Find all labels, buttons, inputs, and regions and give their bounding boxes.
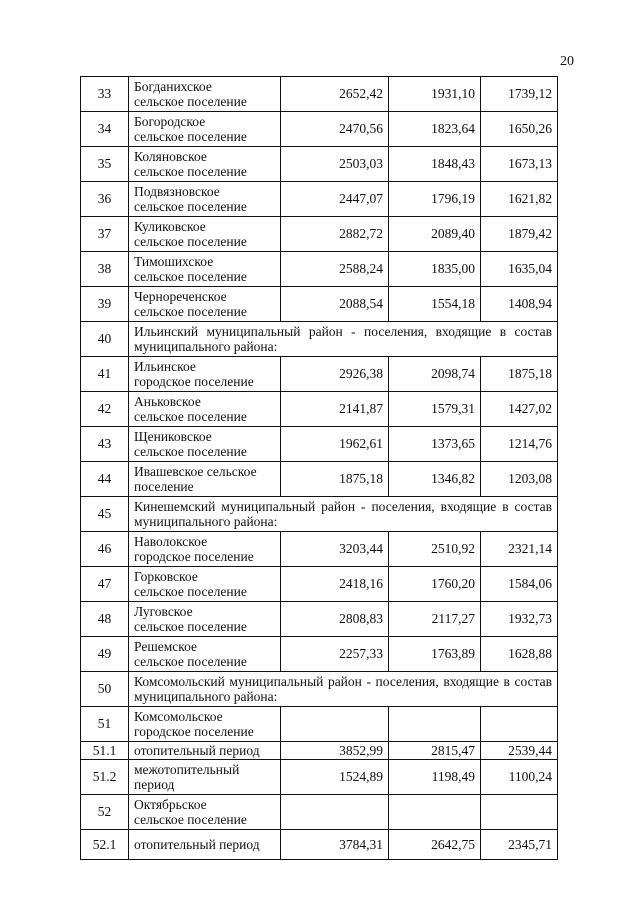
table-row <box>81 252 558 287</box>
settlement-name-line: Подвязновское <box>134 184 220 199</box>
settlement-name <box>129 637 281 672</box>
section-heading: Ильинский муниципальный район - поселения, входящие в состав муниципального района: <box>129 322 558 357</box>
table-row <box>81 707 558 742</box>
value-cell-3: 1621,82 <box>481 182 558 217</box>
settlement-name <box>129 567 281 602</box>
value-cell-2: 1796,19 <box>389 182 481 217</box>
table-row <box>81 287 558 322</box>
settlement-name-line: Октябрьское <box>134 797 207 812</box>
table-row <box>81 427 558 462</box>
value-cell-1: 2808,83 <box>281 602 389 637</box>
value-cell-2: 1760,20 <box>389 567 481 602</box>
settlement-name <box>129 357 281 392</box>
table-row <box>81 497 558 532</box>
settlement-name-line: Богородское <box>134 114 206 129</box>
row-number: 47 <box>81 567 129 602</box>
value-cell-2: 1763,89 <box>389 637 481 672</box>
settlement-name-line: сельское поселение <box>134 409 247 424</box>
settlement-name-line: городское поселение <box>134 724 254 739</box>
settlement-name-line: поселение <box>134 479 194 494</box>
row-number: 52 <box>81 795 129 830</box>
settlement-name-line: городское поселение <box>134 549 254 564</box>
settlement-name-line: сельское поселение <box>134 584 247 599</box>
value-cell-2 <box>389 707 481 742</box>
settlement-name <box>129 252 281 287</box>
value-cell-3: 1635,04 <box>481 252 558 287</box>
value-cell-2: 1554,18 <box>389 287 481 322</box>
value-cell-2: 1373,65 <box>389 427 481 462</box>
value-cell-1 <box>281 707 389 742</box>
settlement-name <box>129 742 281 760</box>
row-number: 43 <box>81 427 129 462</box>
value-cell-1: 1875,18 <box>281 462 389 497</box>
settlement-name-line: сельское поселение <box>134 234 247 249</box>
settlement-name <box>129 462 281 497</box>
row-number: 39 <box>81 287 129 322</box>
settlement-name-line: Щениковское <box>134 429 212 444</box>
row-number: 34 <box>81 112 129 147</box>
settlement-name-line: сельское поселение <box>134 812 247 827</box>
value-cell-1: 1962,61 <box>281 427 389 462</box>
value-cell-1: 2447,07 <box>281 182 389 217</box>
settlement-name <box>129 112 281 147</box>
row-number: 51.2 <box>81 760 129 795</box>
value-cell-3: 1408,94 <box>481 287 558 322</box>
section-heading: Кинешемский муниципальный район - поселения, входящие в состав муниципального района: <box>129 497 558 532</box>
value-cell-2: 1931,10 <box>389 77 481 112</box>
value-cell-1: 2926,38 <box>281 357 389 392</box>
value-cell-3: 1879,42 <box>481 217 558 252</box>
table-row <box>81 462 558 497</box>
table-row <box>81 742 558 760</box>
value-cell-3: 1673,13 <box>481 147 558 182</box>
settlement-name-line: сельское поселение <box>134 129 247 144</box>
value-cell-1: 2141,87 <box>281 392 389 427</box>
settlement-name <box>129 392 281 427</box>
table-row <box>81 147 558 182</box>
settlement-name <box>129 217 281 252</box>
value-cell-3: 1203,08 <box>481 462 558 497</box>
settlement-name <box>129 427 281 462</box>
settlement-name-line: отопительный период <box>134 743 260 758</box>
value-cell-1: 2882,72 <box>281 217 389 252</box>
value-cell-2: 2089,40 <box>389 217 481 252</box>
row-number: 33 <box>81 77 129 112</box>
table-row <box>81 830 558 860</box>
value-cell-3: 2345,71 <box>481 830 558 860</box>
table-row <box>81 602 558 637</box>
value-cell-3: 2539,44 <box>481 742 558 760</box>
table-row <box>81 217 558 252</box>
row-number: 38 <box>81 252 129 287</box>
settlement-name-line: городское поселение <box>134 374 254 389</box>
settlement-name <box>129 182 281 217</box>
settlement-name <box>129 147 281 182</box>
settlement-name-line: Ильинское <box>134 359 196 374</box>
value-cell-1: 3203,44 <box>281 532 389 567</box>
row-number: 45 <box>81 497 129 532</box>
settlement-name-line: Коляновское <box>134 149 207 164</box>
settlement-name <box>129 830 281 860</box>
value-cell-3: 1932,73 <box>481 602 558 637</box>
settlement-name <box>129 287 281 322</box>
value-cell-1 <box>281 795 389 830</box>
settlement-name-line: Аньковское <box>134 394 201 409</box>
settlement-name-line: Решемское <box>134 639 198 654</box>
settlement-name <box>129 760 281 795</box>
value-cell-1: 2652,42 <box>281 77 389 112</box>
value-cell-3: 2321,14 <box>481 532 558 567</box>
page-number: 20 <box>560 54 574 69</box>
value-cell-2: 2510,92 <box>389 532 481 567</box>
value-cell-1: 2470,56 <box>281 112 389 147</box>
value-cell-2: 2117,27 <box>389 602 481 637</box>
value-cell-2: 1346,82 <box>389 462 481 497</box>
value-cell-2: 1823,64 <box>389 112 481 147</box>
value-cell-3 <box>481 795 558 830</box>
settlement-name-line: сельское поселение <box>134 94 247 109</box>
value-cell-2: 2642,75 <box>389 830 481 860</box>
value-cell-2: 2815,47 <box>389 742 481 760</box>
value-cell-1: 2588,24 <box>281 252 389 287</box>
value-cell-3 <box>481 707 558 742</box>
row-number: 40 <box>81 322 129 357</box>
settlement-name-line: Куликовское <box>134 219 206 234</box>
table-row <box>81 795 558 830</box>
value-cell-1: 2418,16 <box>281 567 389 602</box>
settlement-name-line: Луговское <box>134 604 193 619</box>
settlement-name-line: Богданихское <box>134 79 212 94</box>
value-cell-2: 1835,00 <box>389 252 481 287</box>
value-cell-2: 1579,31 <box>389 392 481 427</box>
value-cell-3: 1214,76 <box>481 427 558 462</box>
settlement-name-line: сельское поселение <box>134 164 247 179</box>
row-number: 36 <box>81 182 129 217</box>
value-cell-1: 2503,03 <box>281 147 389 182</box>
row-number: 52.1 <box>81 830 129 860</box>
row-number: 49 <box>81 637 129 672</box>
value-cell-2: 1198,49 <box>389 760 481 795</box>
settlement-name-line: Горковское <box>134 569 198 584</box>
settlement-name-line: Чернореченское <box>134 289 227 304</box>
table-row <box>81 672 558 707</box>
value-cell-2: 1848,43 <box>389 147 481 182</box>
row-number: 46 <box>81 532 129 567</box>
settlement-name-line: отопительный период <box>134 837 260 852</box>
settlement-name-line: Ивашевское сельское <box>134 464 257 479</box>
settlement-name-line: сельское поселение <box>134 269 247 284</box>
settlement-name-line: сельское поселение <box>134 304 247 319</box>
settlement-name <box>129 602 281 637</box>
settlement-name-line: сельское поселение <box>134 619 247 634</box>
section-heading: Комсомольский муниципальный район - поселения, входящие в состав муниципального района: <box>129 672 558 707</box>
table-row <box>81 567 558 602</box>
value-cell-3: 1739,12 <box>481 77 558 112</box>
value-cell-1: 2088,54 <box>281 287 389 322</box>
table-row <box>81 77 558 112</box>
row-number: 51.1 <box>81 742 129 760</box>
settlement-name-line: сельское поселение <box>134 654 247 669</box>
value-cell-3: 1427,02 <box>481 392 558 427</box>
settlement-name-line: Тимошихское <box>134 254 214 269</box>
settlement-name-line: сельское поселение <box>134 199 247 214</box>
table-row <box>81 637 558 672</box>
value-cell-1: 3784,31 <box>281 830 389 860</box>
value-cell-3: 1100,24 <box>481 760 558 795</box>
settlement-name-line: Наволокское <box>134 534 208 549</box>
value-cell-1: 3852,99 <box>281 742 389 760</box>
table-row <box>81 532 558 567</box>
row-number: 41 <box>81 357 129 392</box>
value-cell-3: 1875,18 <box>481 357 558 392</box>
row-number: 37 <box>81 217 129 252</box>
row-number: 44 <box>81 462 129 497</box>
row-number: 51 <box>81 707 129 742</box>
settlement-name-line: межотопительный <box>134 762 240 777</box>
settlement-name <box>129 707 281 742</box>
settlement-name <box>129 795 281 830</box>
value-cell-2 <box>389 795 481 830</box>
table-row <box>81 322 558 357</box>
table-row <box>81 760 558 795</box>
row-number: 50 <box>81 672 129 707</box>
table-row <box>81 112 558 147</box>
value-cell-3: 1650,26 <box>481 112 558 147</box>
value-cell-2: 2098,74 <box>389 357 481 392</box>
settlement-name <box>129 532 281 567</box>
table-row <box>81 182 558 217</box>
settlement-name-line: период <box>134 777 175 792</box>
row-number: 48 <box>81 602 129 637</box>
value-cell-3: 1584,06 <box>481 567 558 602</box>
row-number: 35 <box>81 147 129 182</box>
value-cell-1: 1524,89 <box>281 760 389 795</box>
value-cell-3: 1628,88 <box>481 637 558 672</box>
table-row <box>81 392 558 427</box>
settlement-name-line: Комсомольское <box>134 709 223 724</box>
table-row <box>81 357 558 392</box>
value-cell-1: 2257,33 <box>281 637 389 672</box>
settlement-name <box>129 77 281 112</box>
tariff-table <box>80 76 558 860</box>
row-number: 42 <box>81 392 129 427</box>
settlement-name-line: сельское поселение <box>134 444 247 459</box>
